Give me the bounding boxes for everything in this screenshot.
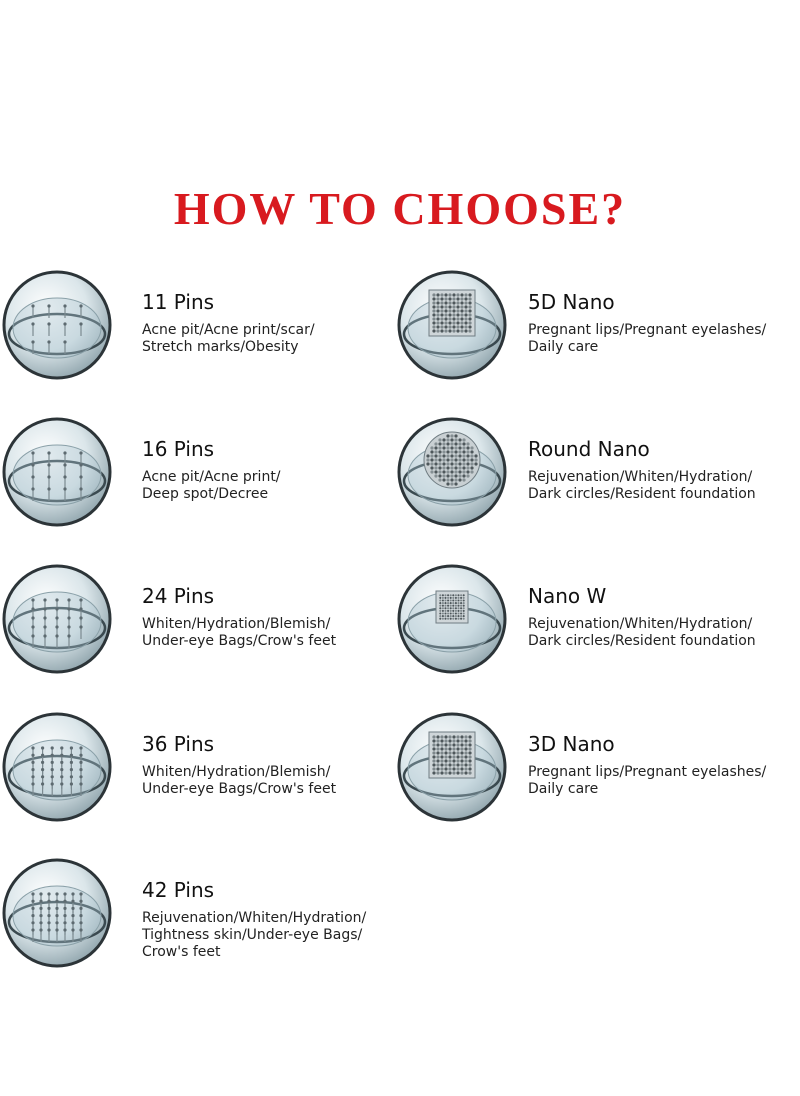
needle-cartridge-icon — [0, 562, 115, 677]
product-description: Rejuvenation/Whiten/Hydration/ Tightness skin/Under-eye Bags/ Crow's feet — [142, 910, 367, 960]
product-name: Nano W — [528, 584, 607, 608]
product-name: 42 Pins — [142, 878, 215, 902]
needle-cartridge-icon — [0, 856, 115, 971]
product-description: Pregnant lips/Pregnant eyelashes/ Daily care — [528, 322, 767, 355]
product-11-pins[interactable] — [0, 268, 400, 388]
nano-cartridge-icon — [395, 710, 510, 825]
product-description: Rejuvenation/Whiten/Hydration/ Dark circles/Resident foundation — [528, 616, 756, 649]
product-round-nano[interactable] — [400, 415, 800, 535]
product-description: Pregnant lips/Pregnant eyelashes/ Daily care — [528, 764, 767, 797]
needle-cartridge-icon — [0, 710, 115, 825]
product-name: Round Nano — [528, 437, 650, 461]
product-42-pins[interactable] — [0, 856, 400, 976]
product-16-pins[interactable] — [0, 415, 400, 535]
needle-cartridge-icon — [0, 415, 115, 530]
nano-cartridge-icon — [395, 562, 510, 677]
product-nano-w[interactable] — [400, 562, 800, 682]
product-description: Acne pit/Acne print/ Deep spot/Decree — [142, 469, 281, 502]
product-description: Acne pit/Acne print/scar/ Stretch marks/Obesity — [142, 322, 315, 355]
product-name: 5D Nano — [528, 290, 615, 314]
page-title: HOW TO CHOOSE? — [173, 183, 627, 234]
product-description: Whiten/Hydration/Blemish/ Under-eye Bags/Crow's feet — [142, 616, 337, 649]
nano-cartridge-icon — [395, 268, 510, 383]
product-name: 3D Nano — [528, 732, 615, 756]
product-description: Whiten/Hydration/Blemish/ Under-eye Bags/Crow's feet — [142, 764, 337, 797]
needle-cartridge-icon — [0, 268, 115, 383]
product-name: 36 Pins — [142, 732, 215, 756]
product-description: Rejuvenation/Whiten/Hydration/ Dark circles/Resident foundation — [528, 469, 756, 502]
product-name: 24 Pins — [142, 584, 215, 608]
product-3d-nano[interactable] — [400, 710, 800, 830]
product-name: 11 Pins — [142, 290, 215, 314]
round-nano-cartridge-icon — [395, 415, 510, 530]
product-24-pins[interactable] — [0, 562, 400, 682]
product-36-pins[interactable] — [0, 710, 400, 830]
product-5d-nano[interactable] — [400, 268, 800, 388]
product-name: 16 Pins — [142, 437, 215, 461]
